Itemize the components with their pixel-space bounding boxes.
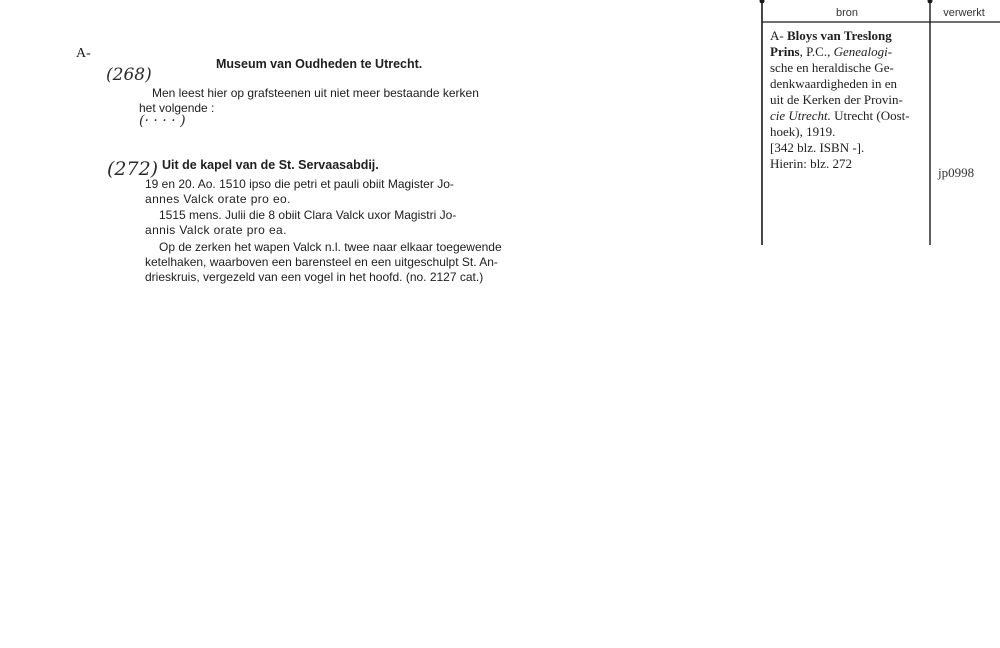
source-line-2 <box>770 44 892 60</box>
verwerkt-code: jp0998 <box>938 165 975 180</box>
inscription-1-line-1: 19 en 20. Ao. 1510 ipso die petri et pauli obiit Magister Jo- <box>145 177 454 191</box>
intro-line-1: Men leest hier op grafsteenen uit niet meer bestaande kerken <box>152 86 479 100</box>
handwritten-note-dots: (· · · · ) <box>139 113 186 129</box>
source-line-9: Hierin: blz. 272 <box>770 156 852 171</box>
handwritten-note-268: (268) <box>106 65 152 85</box>
source-line-3: sche en heraldische Ge- <box>770 60 894 75</box>
source-title-start: Genealogi- <box>833 44 893 59</box>
source-author-part-1: Bloys van Treslong <box>786 28 892 43</box>
museum-title: Museum van Oudheden te Utrecht. <box>216 57 423 71</box>
description-line-2: ketelhaken, waarboven een barensteel en een uitgeschulpt St. An- <box>145 255 498 269</box>
handwritten-note-272: (272) <box>107 158 159 180</box>
intro-line-2: het volgende : <box>139 101 215 115</box>
source-prefix: A- <box>770 28 787 43</box>
source-publisher: Utrecht (Oost- <box>830 108 910 123</box>
column-header-verwerkt: verwerkt <box>943 7 985 19</box>
source-author-initials: , P.C., <box>799 44 834 59</box>
inscription-2-line-1: 1515 mens. Julii die 8 obiit Clara Valck uxor Magistri Jo- <box>159 208 457 222</box>
description-line-1: Op de zerken het wapen Valck n.l. twee naar elkaar toegewende <box>159 240 502 254</box>
chapel-title: Uit de kapel van de St. Servaasabdij. <box>162 158 379 172</box>
inscription-2-line-2: annis Valck orate pro ea. <box>145 223 287 237</box>
source-line-4: denkwaardigheden in en <box>770 76 898 91</box>
source-line-1 <box>770 28 892 44</box>
source-line-6 <box>770 108 910 124</box>
source-author-part-2: Prins <box>770 44 800 59</box>
source-line-7: hoek), 1919. <box>770 124 836 139</box>
inscription-1-line-2: annes Valck orate pro eo. <box>145 192 291 206</box>
source-line-8: [342 blz. ISBN -]. <box>770 140 865 155</box>
source-line-5: uit de Kerken der Provin- <box>770 92 903 107</box>
margin-label: A- <box>76 46 91 61</box>
description-line-3: drieskruis, vergezeld van een vogel in het hoofd. (no. 2127 cat.) <box>145 270 484 284</box>
column-header-bron: bron <box>835 7 859 19</box>
source-title-end: cie Utrecht. <box>770 108 831 123</box>
